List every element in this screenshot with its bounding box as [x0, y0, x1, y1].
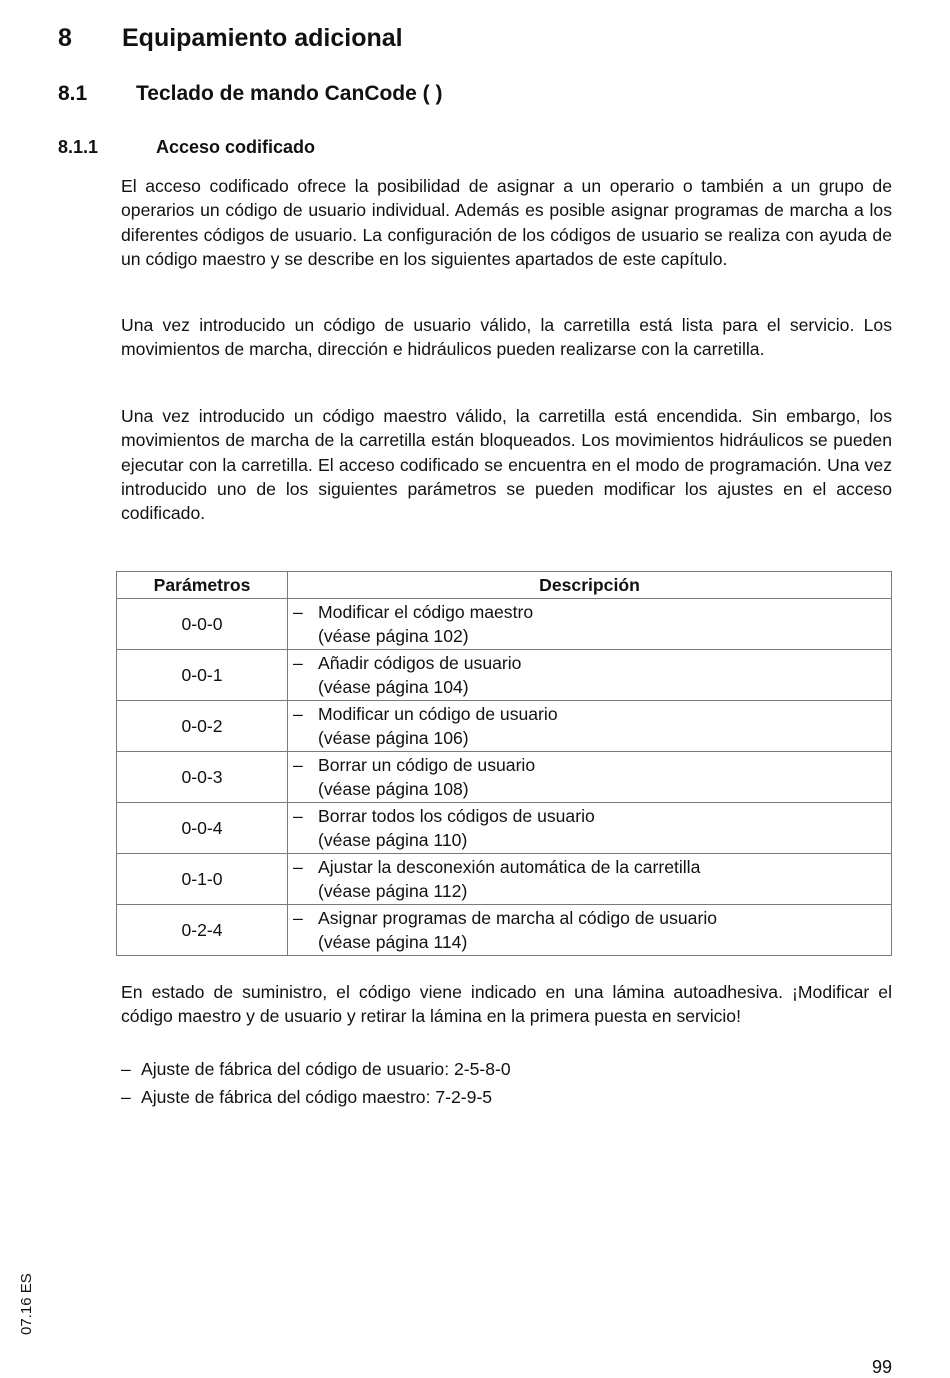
description-text: Borrar todos los códigos de usuario	[318, 806, 595, 826]
list-item-text: Ajuste de fábrica del código de usuario: 2-5-8-0	[141, 1059, 511, 1079]
parameter-code: 0-1-0	[117, 854, 288, 905]
subsection-title: Acceso codificado	[156, 137, 316, 157]
parameter-description	[288, 701, 892, 752]
parameters-table	[116, 571, 892, 956]
table-row	[117, 854, 892, 905]
section-heading	[58, 82, 442, 106]
delivery-state-paragraph: En estado de suministro, el código viene indicado en una lámina autoadhesiva. ¡Modificar el código maestro y de usuario y retirar la lámina en la primera puesta en servicio!	[121, 982, 892, 1027]
page-reference: (véase página 112)	[318, 881, 468, 901]
description-text: Borrar un código de usuario	[318, 755, 536, 775]
parameter-description	[288, 752, 892, 803]
table-row	[117, 599, 892, 650]
parameter-description	[288, 905, 892, 956]
parameter-description	[288, 803, 892, 854]
page-number: 99	[871, 1357, 892, 1377]
description-text: Modificar el código maestro	[318, 602, 534, 622]
dash-marker: –	[293, 857, 303, 877]
table-header-row	[117, 572, 892, 599]
dash-marker: –	[293, 653, 303, 673]
table-row	[117, 905, 892, 956]
edition-code: 07.16 ES	[18, 1273, 35, 1335]
parameter-description	[288, 854, 892, 905]
parameter-code: 0-0-3	[117, 752, 288, 803]
chapter-number: 8	[58, 24, 72, 52]
section-number: 8.1	[58, 82, 88, 105]
description-text: Asignar programas de marcha al código de usuario	[318, 908, 718, 928]
list-item	[121, 1055, 511, 1083]
dash-marker: –	[293, 806, 303, 826]
parameter-code: 0-0-4	[117, 803, 288, 854]
table-row	[117, 701, 892, 752]
page-reference: (véase página 104)	[318, 677, 469, 697]
factory-settings-list	[121, 1055, 511, 1111]
parameter-code: 0-2-4	[117, 905, 288, 956]
chapter-title: Equipamiento adicional	[122, 24, 403, 52]
intro-paragraph: El acceso codificado ofrece la posibilidad de asignar a un operario o también a un grupo de operarios un código de usuario individual. Además es posible asignar programas de marcha a los diferentes códigos de usuario. La configuración de los códigos de usuario se realiza con ayuda de un código maestro y se describe en los siguientes apartados de este capítulo.	[121, 176, 892, 269]
description-text: Ajustar la desconexión automática de la carretilla	[318, 857, 701, 877]
description-column-header: Descripción	[288, 572, 892, 599]
page-reference: (véase página 106)	[318, 728, 469, 748]
section-title: Teclado de mando CanCode ( )	[136, 82, 443, 105]
master-code-paragraph: Una vez introducido un código maestro válido, la carretilla está encendida. Sin embargo, los movimientos de marcha de la carretilla están bloqueados. Los movimientos hidráulicos se pueden ejecutar con la carretilla. El acceso codificado se encuentra en el modo de programación. Una vez introducido uno de los siguientes parámetros se pueden modificar los ajustes en el acceso codificado.	[121, 406, 892, 524]
parameter-description	[288, 650, 892, 701]
dash-marker: –	[293, 602, 303, 622]
table-row	[117, 752, 892, 803]
subsection-number: 8.1.1	[58, 137, 99, 157]
parameter-description	[288, 599, 892, 650]
table-row	[117, 650, 892, 701]
page-reference: (véase página 110)	[318, 830, 468, 850]
parameter-code: 0-0-2	[117, 701, 288, 752]
dash-marker: –	[121, 1059, 131, 1079]
subsection-heading	[58, 137, 315, 158]
parameter-code: 0-0-1	[117, 650, 288, 701]
page-reference: (véase página 108)	[318, 779, 469, 799]
table-row	[117, 803, 892, 854]
parameters-column-header: Parámetros	[117, 572, 288, 599]
dash-marker: –	[121, 1087, 131, 1107]
description-text: Añadir códigos de usuario	[318, 653, 522, 673]
page-reference: (véase página 114)	[318, 932, 468, 952]
dash-marker: –	[293, 755, 303, 775]
page-reference: (véase página 102)	[318, 626, 469, 646]
user-code-paragraph: Una vez introducido un código de usuario válido, la carretilla está lista para el servicio. Los movimientos de marcha, dirección e hidráulicos pueden realizarse con la carretilla.	[121, 315, 892, 360]
list-item-text: Ajuste de fábrica del código maestro: 7-2-9-5	[141, 1087, 493, 1107]
parameter-code: 0-0-0	[117, 599, 288, 650]
dash-marker: –	[293, 704, 303, 724]
dash-marker: –	[293, 908, 303, 928]
list-item	[121, 1083, 511, 1111]
description-text: Modificar un código de usuario	[318, 704, 558, 724]
chapter-heading	[58, 24, 403, 53]
